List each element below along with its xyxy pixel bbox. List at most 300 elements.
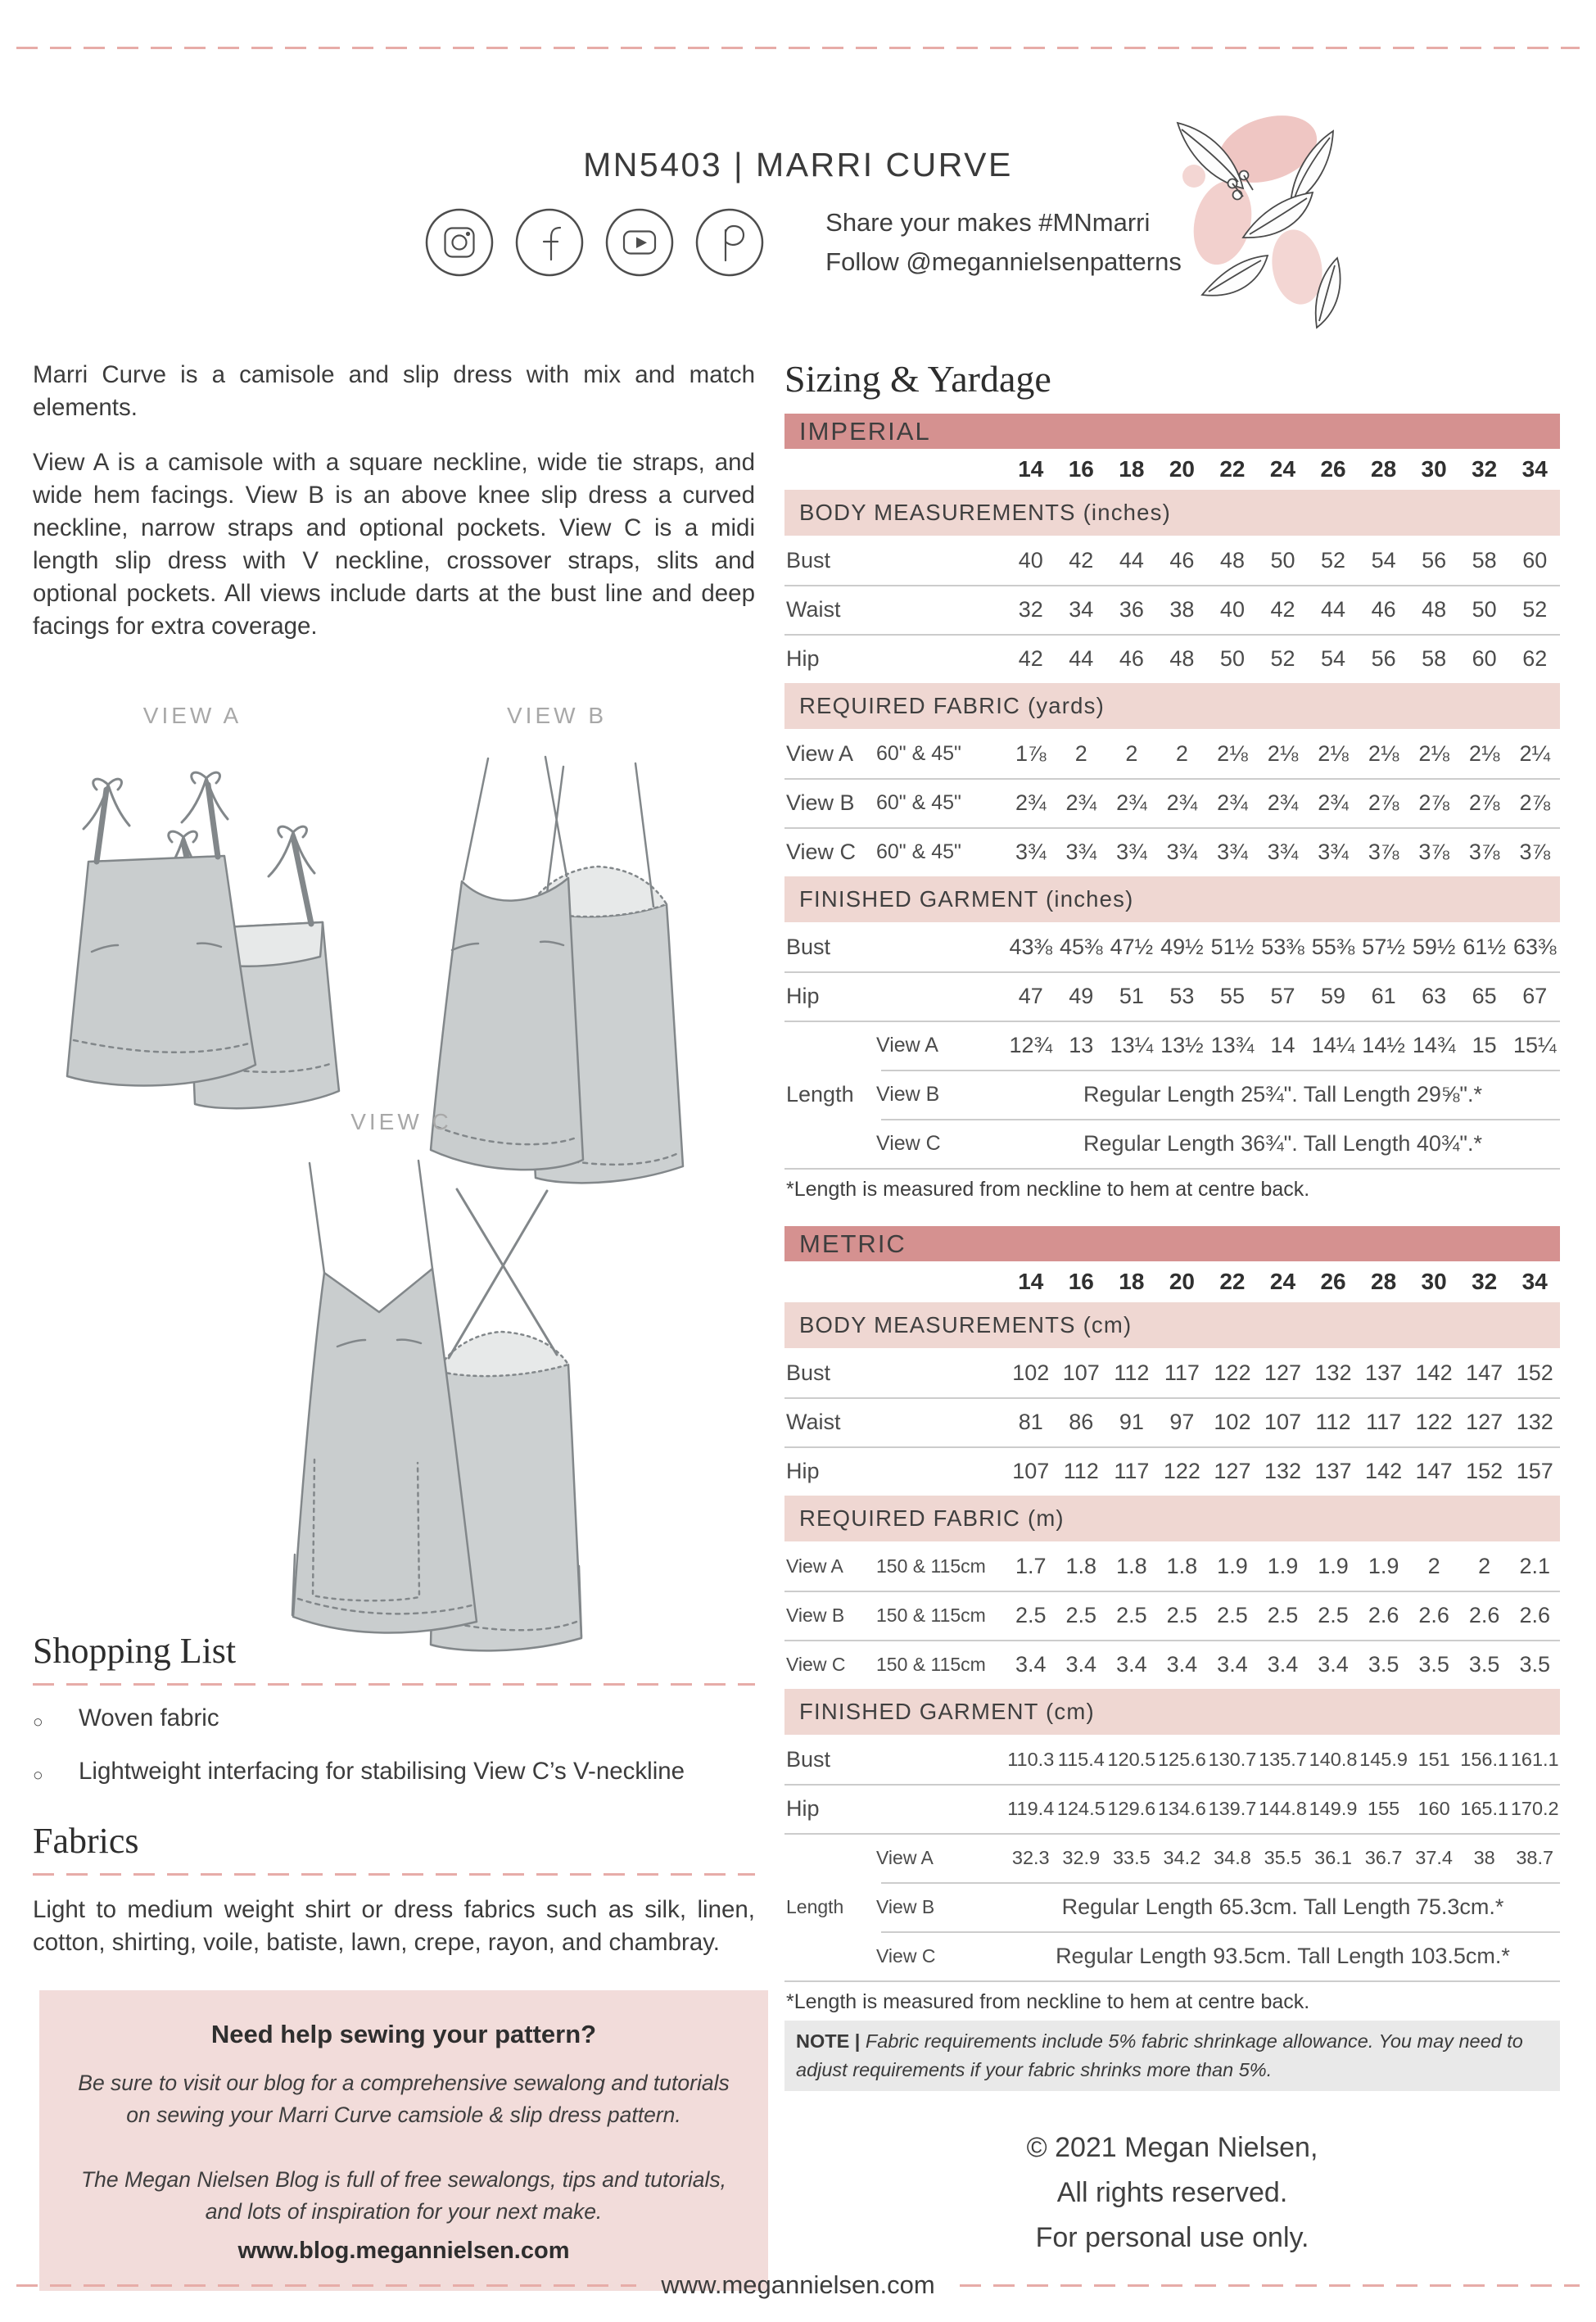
shopping-items [33,1702,755,1792]
value-cell: 2⅞ [1418,790,1449,815]
footer-dash-right [960,2284,1580,2287]
sizing-yardage-column [784,357,1560,2261]
value-cell: 161.1 [1510,1748,1559,1770]
row-sub-label: View A [876,1846,934,1868]
value-cell: 14¾ [1412,1032,1456,1057]
value-cell: 134.6 [1157,1797,1206,1819]
row-sub-label: View B [876,1082,940,1106]
value-cell: 55⅜ [1311,934,1355,959]
instagram-icon[interactable] [425,208,494,277]
row-span-value: Regular Length 25¾". Tall Length 29⅝".* [1083,1081,1483,1107]
value-cell: 122 [1163,1458,1200,1483]
value-cell: 137 [1365,1360,1403,1385]
value-cell: 142 [1365,1458,1403,1483]
value-cell: 50 [1472,596,1497,622]
value-cell: 46 [1119,645,1144,671]
intro-paragraph-1: Marri Curve is a camisole and slip dress with mix and match elements. [33,361,755,421]
value-cell: 13¼ [1110,1032,1154,1057]
size-header-cell: 20 [1169,456,1195,482]
value-cell: 2.5 [1116,1602,1147,1627]
row-sub-label: 60" & 45" [876,840,961,863]
table-row [784,1397,1560,1446]
value-cell: 40 [1018,547,1043,573]
value-cell: 1.9 [1368,1553,1399,1578]
value-cell: 32.9 [1062,1846,1101,1868]
value-cell: 63⅜ [1512,934,1557,959]
value-cell: 57 [1270,983,1295,1008]
table-row [784,729,1560,778]
row-label: Waist [786,596,841,622]
value-cell: 2.5 [1217,1602,1248,1627]
page-title: MN5403 | MARRI CURVE [583,146,1013,183]
value-cell: 13¾ [1210,1032,1255,1057]
size-header-cell: 16 [1068,456,1094,482]
size-header-cell: 28 [1371,456,1397,482]
value-cell: 145.9 [1359,1748,1408,1770]
value-cell: 60 [1472,645,1497,671]
metric-footnote: *Length is measured from neckline to hem at centre back. [786,1990,1310,2013]
row-span-value: Regular Length 93.5cm. Tall Length 103.5cm.* [1056,1943,1510,1968]
value-cell: 15¼ [1512,1032,1557,1057]
size-header-cell: 22 [1219,1269,1246,1294]
value-cell: 107 [1264,1409,1302,1434]
value-cell: 170.2 [1510,1797,1559,1819]
value-cell: 1.9 [1318,1553,1349,1578]
value-cell: 1⅞ [1015,740,1047,766]
table-row [784,634,1560,683]
table-row [784,1931,1560,1980]
value-cell: 2⅞ [1468,790,1500,815]
value-cell: 124.5 [1056,1797,1105,1819]
value-cell: 12¾ [1009,1032,1053,1057]
size-header-cell: 14 [1018,1269,1044,1294]
value-cell: 36.7 [1364,1846,1403,1868]
value-cell: 35.5 [1264,1846,1302,1868]
value-cell: 157 [1516,1458,1553,1483]
view-ab-illustrations [33,703,755,1161]
value-cell: 56 [1371,645,1396,671]
row-sub-label: 60" & 45" [876,741,961,765]
value-cell: 151 [1417,1748,1450,1770]
value-cell: 3¾ [1015,839,1047,864]
value-cell: 48 [1219,547,1245,573]
size-header-cell: 26 [1320,1269,1346,1294]
size-header-cell: 34 [1521,456,1548,482]
value-cell: 48 [1169,645,1195,671]
size-header-cell: 18 [1119,1269,1145,1294]
size-header-cell: 32 [1472,456,1498,482]
table-row [784,1591,1560,1640]
value-cell: 36 [1119,596,1144,622]
size-header-row [784,1261,1560,1302]
intro-paragraph-2: View A is a camisole with a square neckline, wide tie straps, and wide hem facings. View B is an above knee slip dress a curved neckline, narrow straps and optional pockets. View C is a midi length slip dress with V neckline, crossover straps, slits and optional pockets. All views include darts at the bust line and deep facings for extra coverage. [33,449,755,640]
pinterest-icon[interactable] [695,208,764,277]
size-header-cell: 18 [1119,456,1145,482]
footer-dash-left [16,2284,636,2287]
imperial-table [784,414,1560,1170]
view-b-label: VIEW B [506,703,607,728]
table-bottom-line [784,1980,1560,1982]
value-cell: 42 [1018,645,1043,671]
row-label: Hip [786,1458,820,1483]
value-cell: 1.9 [1217,1553,1248,1578]
share-line-2: Follow @megannielsenpatterns [825,247,1182,276]
size-header-cell: 24 [1269,1269,1296,1294]
value-cell: 120.5 [1107,1748,1156,1770]
value-cell: 57½ [1362,934,1405,959]
value-cell: 112 [1114,1360,1150,1385]
value-cell: 49 [1069,983,1094,1008]
value-cell: 2⅞ [1519,790,1550,815]
value-cell: 3.4 [1267,1651,1299,1677]
value-cell: 119.4 [1007,1797,1055,1819]
value-cell: 91 [1119,1409,1144,1434]
value-cell: 3.4 [1116,1651,1147,1677]
row-label: Bust [786,547,831,573]
value-cell: 3¾ [1116,839,1147,864]
value-cell: 152 [1466,1458,1503,1483]
value-cell: 3.5 [1418,1651,1449,1677]
table-bottom-line [784,1168,1560,1170]
share-line-1: Share your makes #MNmarri [825,208,1151,237]
value-cell: 50 [1270,547,1295,573]
value-cell: 3.4 [1318,1651,1349,1677]
value-cell: 1.9 [1267,1553,1299,1578]
row-label: Hip [786,1795,820,1821]
value-cell: 13 [1069,1032,1094,1057]
value-cell: 1.8 [1116,1553,1147,1578]
value-cell: 59½ [1412,934,1456,959]
value-cell: 44 [1321,596,1346,622]
value-cell: 3.4 [1015,1651,1047,1677]
table-row [784,536,1560,585]
row-label: Bust [786,934,831,959]
value-cell: 3.4 [1166,1651,1198,1677]
value-cell: 34 [1069,596,1094,622]
row-group-label: View C [786,839,857,864]
value-cell: 117 [1114,1458,1150,1483]
row-label: Bust [786,1746,831,1772]
value-cell: 38 [1473,1846,1495,1868]
row-group-label: View A [786,1555,843,1577]
value-cell: 2.5 [1065,1602,1097,1627]
help-box [39,1990,768,2291]
value-cell: 2¾ [1318,790,1349,815]
value-cell: 3¾ [1318,839,1349,864]
value-cell: 110.3 [1007,1748,1055,1770]
section-header-bar: BODY MEASUREMENTS (inches) [784,490,1560,536]
value-cell: 54 [1371,547,1396,573]
botanical-illustration [1145,98,1350,344]
value-cell: 42 [1069,547,1094,573]
value-cell: 2¼ [1519,740,1550,766]
value-cell: 49½ [1160,934,1204,959]
value-cell: 3¾ [1267,839,1299,864]
value-cell: 149.9 [1309,1797,1358,1819]
row-label: Bust [786,1360,831,1385]
value-cell: 60 [1522,547,1548,573]
value-cell: 42 [1270,596,1295,622]
value-cell: 122 [1415,1409,1453,1434]
size-header-cell: 30 [1421,456,1447,482]
table-row [784,971,1560,1021]
value-cell: 14½ [1362,1032,1405,1057]
bullet-icon: ○ [33,1713,43,1731]
value-cell: 32 [1018,596,1043,622]
table-row [784,922,1560,971]
row-group-label: View A [786,740,854,766]
section-header-bar: REQUIRED FABRIC (m) [784,1496,1560,1541]
value-cell: 52 [1270,645,1295,671]
value-cell: 2⅛ [1418,740,1449,766]
value-cell: 53⅜ [1261,934,1304,959]
table-row [784,827,1560,876]
table-row [784,585,1560,634]
shopping-list-item [33,1755,755,1792]
table-row [784,1541,1560,1591]
imperial-bar: IMPERIAL [784,414,1560,449]
value-cell: 48 [1422,596,1447,622]
value-cell: 2⅛ [1318,740,1349,766]
value-cell: 38 [1169,596,1195,622]
social-row [0,203,1596,282]
value-cell: 3¾ [1065,839,1097,864]
shopping-item-text: Woven fabric [79,1704,219,1731]
size-header-cell: 28 [1371,1269,1397,1294]
value-cell: 147 [1415,1458,1453,1483]
value-cell: 127 [1466,1409,1503,1434]
value-cell: 58 [1422,645,1447,671]
table-row [784,1119,1560,1168]
value-cell: 2 [1125,740,1138,766]
copyright-line: For personal use only. [1035,2222,1309,2253]
copyright-line: All rights reserved. [1056,2177,1288,2208]
view-c-illustration [33,1106,755,1663]
table-row [784,1735,1560,1784]
copyright-block [784,2125,1560,2261]
youtube-icon[interactable] [605,208,674,277]
row-sub-label: View A [876,1033,938,1057]
value-cell: 2.5 [1166,1602,1198,1627]
value-cell: 3⅞ [1368,839,1399,864]
view-a-drawing [33,739,385,1124]
top-dashed-border [16,47,1580,49]
value-cell: 38.7 [1516,1846,1554,1868]
value-cell: 2 [1427,1553,1440,1578]
section-header-bar: REQUIRED FABRIC (yards) [784,683,1560,729]
value-cell: 34.8 [1214,1846,1251,1868]
fabrics-section [33,1820,755,1959]
row-group-label: View B [786,1604,845,1626]
value-cell: 56 [1422,547,1447,573]
table-row [784,1021,1560,1070]
value-cell: 63 [1422,983,1447,1008]
value-cell: 47 [1018,983,1043,1008]
value-cell: 140.8 [1309,1748,1358,1770]
value-cell: 34.2 [1163,1846,1201,1868]
value-cell: 132 [1516,1409,1553,1434]
value-cell: 3⅞ [1468,839,1500,864]
fabrics-text: Light to medium weight shirt or dress fabrics such as silk, linen, cotton, shirting, voile, batiste, lawn, crepe, rayon, and chambray. [33,1896,755,1956]
value-cell: 156.1 [1460,1748,1509,1770]
value-cell: 46 [1371,596,1396,622]
shopping-list-heading: Shopping List [33,1631,237,1671]
value-cell: 2¾ [1217,790,1248,815]
value-cell: 86 [1069,1409,1094,1434]
table-row [784,1882,1560,1931]
help-box-paragraph-2: The Megan Nielsen Blog is full of free sewalongs, tips and tutorials, and lots of inspiration for your next make. [80,2167,727,2224]
shopping-item-text: Lightweight interfacing for stabilising View C’s V-neckline [79,1758,685,1785]
value-cell: 2¾ [1116,790,1147,815]
shopping-list-section [33,1630,755,1792]
fabrics-heading: Fabrics [33,1821,139,1861]
table-row [784,1070,1560,1119]
value-cell: 115.4 [1057,1748,1105,1770]
table-row [784,1640,1560,1689]
value-cell: 117 [1366,1409,1402,1434]
value-cell: 2.5 [1015,1602,1047,1627]
shopping-list-item [33,1702,755,1739]
row-span-value: Regular Length 36¾". Tall Length 40¾".* [1083,1130,1483,1156]
value-cell: 112 [1063,1458,1099,1483]
row-sub-label: 60" & 45" [876,790,961,814]
value-cell: 117 [1164,1360,1200,1385]
section-header-bar: FINISHED GARMENT (cm) [784,1689,1560,1735]
value-cell: 1.7 [1015,1553,1047,1578]
value-cell: 160 [1417,1797,1450,1819]
value-cell: 2.6 [1519,1602,1550,1627]
value-cell: 165.1 [1460,1797,1509,1819]
help-box-paragraph-1: Be sure to visit our blog for a comprehensive sewalong and tutorials on sewing your Marri Curve camsiole & slip dress pattern. [78,2071,730,2127]
value-cell: 44 [1119,547,1144,573]
value-cell: 52 [1321,547,1346,573]
bullet-icon: ○ [33,1766,43,1785]
value-cell: 13½ [1160,1032,1204,1057]
value-cell: 3.5 [1519,1651,1550,1677]
shopping-rule [33,1683,755,1686]
value-cell: 62 [1522,645,1548,671]
size-header-cell: 26 [1320,456,1346,482]
value-cell: 61 [1371,983,1396,1008]
row-group-label: Length [786,1081,854,1107]
row-group-label: View C [786,1653,846,1675]
value-cell: 102 [1012,1360,1050,1385]
value-cell: 1.8 [1166,1553,1198,1578]
value-cell: 139.7 [1208,1797,1257,1819]
value-cell: 3¾ [1217,839,1248,864]
help-box-title: Need help sewing your pattern? [210,2020,597,2048]
table-row [784,1784,1560,1833]
row-sub-label: 150 & 115cm [876,1555,986,1577]
row-group-label: Length [786,1895,844,1917]
value-cell: 112 [1315,1409,1351,1434]
row-label: Waist [786,1409,841,1434]
value-cell: 132 [1264,1458,1302,1483]
value-cell: 130.7 [1208,1748,1257,1770]
value-cell: 2¾ [1267,790,1299,815]
value-cell: 44 [1069,645,1094,671]
value-cell: 40 [1219,596,1245,622]
value-cell: 52 [1522,596,1548,622]
value-cell: 129.6 [1107,1797,1156,1819]
section-header-bar: FINISHED GARMENT (inches) [784,876,1560,922]
row-sub-label: View C [876,1944,936,1967]
metric-bar: METRIC [784,1226,1560,1261]
table-row [784,778,1560,827]
value-cell: 2¾ [1015,790,1047,815]
value-cell: 3¾ [1166,839,1198,864]
size-header-cell: 14 [1018,456,1044,482]
value-cell: 3.4 [1217,1651,1248,1677]
view-c-label: VIEW C [350,1109,452,1134]
section-header-bar: BODY MEASUREMENTS (cm) [784,1302,1560,1348]
value-cell: 2 [1478,1553,1491,1578]
value-cell: 2.6 [1468,1602,1500,1627]
row-label: Hip [786,645,820,671]
value-cell: 2⅛ [1368,740,1399,766]
help-box-blog-url[interactable]: www.blog.megannielsen.com [237,2238,570,2264]
value-cell: 144.8 [1259,1797,1307,1819]
value-cell: 137 [1314,1458,1352,1483]
row-sub-label: View B [876,1895,935,1917]
facebook-icon[interactable] [515,208,584,277]
value-cell: 2¾ [1065,790,1097,815]
value-cell: 37.4 [1415,1846,1453,1868]
value-cell: 2⅛ [1217,740,1248,766]
row-sub-label: 150 & 115cm [876,1604,986,1626]
value-cell: 135.7 [1259,1748,1307,1770]
value-cell: 2¾ [1166,790,1198,815]
value-cell: 53 [1169,983,1195,1008]
value-cell: 2⅛ [1267,740,1299,766]
value-cell: 3.5 [1368,1651,1399,1677]
value-cell: 122 [1214,1360,1251,1385]
note-text: Fabric requirements include 5% fabric shrinkage allowance. You may need to adjust requirements if your fabric shrinks more than 5%. [796,2030,1523,2080]
value-cell: 65 [1472,983,1497,1008]
value-cell: 3.4 [1065,1651,1097,1677]
value-cell: 107 [1062,1360,1100,1385]
sizing-heading: Sizing & Yardage [784,358,1051,400]
value-cell: 67 [1522,983,1548,1008]
metric-table [784,1226,1560,1982]
value-cell: 155 [1367,1797,1400,1819]
value-cell: 97 [1169,1409,1195,1434]
size-header-cell: 20 [1169,1269,1195,1294]
value-cell: 33.5 [1112,1846,1151,1868]
table-row [784,1446,1560,1496]
value-cell: 2.5 [1267,1602,1299,1627]
footer-url[interactable]: www.megannielsen.com [661,2270,935,2299]
value-cell: 46 [1169,547,1195,573]
footer [16,2270,1580,2300]
share-text [825,203,1182,282]
value-cell: 3⅞ [1519,839,1550,864]
value-cell: 2 [1175,740,1188,766]
size-header-cell: 24 [1269,456,1296,482]
value-cell: 102 [1214,1409,1251,1434]
row-sub-label: View C [876,1131,941,1155]
value-cell: 55 [1219,983,1245,1008]
value-cell: 147 [1466,1360,1503,1385]
size-header-cell: 32 [1472,1269,1498,1294]
copyright-line: © 2021 Megan Nielsen, [1026,2132,1318,2163]
value-cell: 2⅛ [1468,740,1500,766]
value-cell: 15 [1472,1032,1497,1057]
value-cell: 2 [1074,740,1087,766]
table-row [784,1833,1560,1882]
size-header-row [784,449,1560,490]
value-cell: 50 [1219,645,1245,671]
